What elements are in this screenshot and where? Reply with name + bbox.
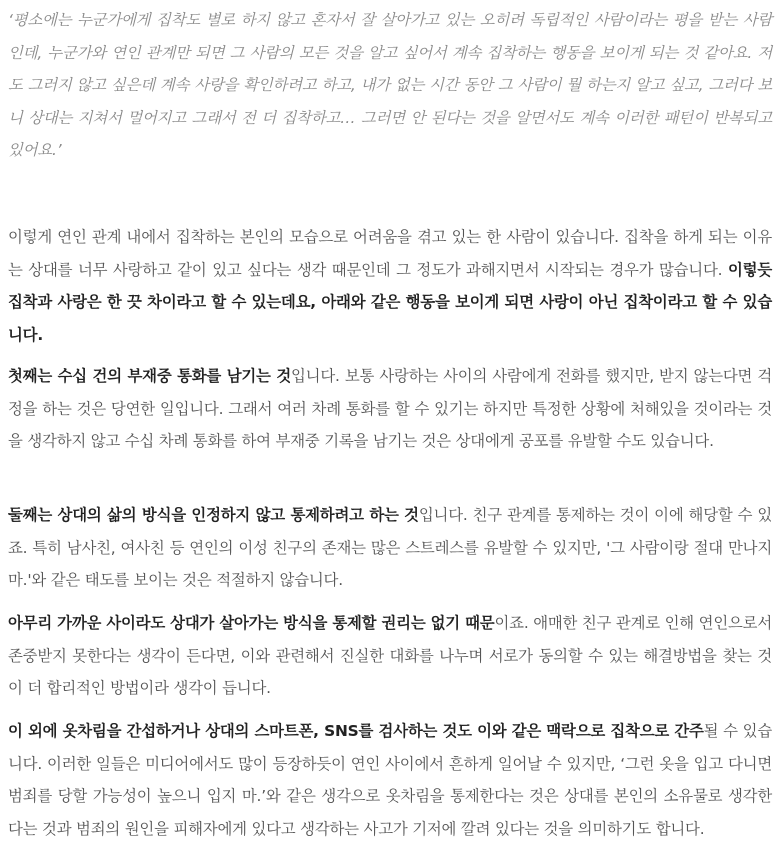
paragraph-second xyxy=(8,499,772,597)
paragraph-bold: 둘째는 상대의 삶의 방식을 인정하지 않고 통제하려고 하는 것 xyxy=(8,506,419,524)
paragraph-bold: 첫째는 수십 건의 부재중 통화를 남기는 것 xyxy=(8,367,291,385)
paragraph-right xyxy=(8,607,772,705)
paragraph-bold: 이 외에 옷차림을 간섭하거나 상대의 스마트폰, SNS를 검사하는 것도 이와 같은 맥락으로 집착으로 간주 xyxy=(8,722,704,740)
paragraph-after: 입니다. 친구 관계를 통제하는 것이 이에 해당할 수 있죠. 특히 남사친, 여사친 등 연인의 이성 친구의 존재는 많은 스트레스를 유발할 수 있지만, '그 사람이랑 절대 만나지 마.'와 같은 태도를 보이는 것은 적절하지 않습니다. xyxy=(8,506,773,589)
quote-block: ‘평소에는 누군가에게 집착도 별로 하지 않고 혼자서 잘 살아가고 있는 오히려 독립적인 사람이라는 평을 받는 사람인데, 누군가와 연인 관계만 되면 그 사람의 모든 것을 알고 싶어서 계속 집착하는 행동을 보이게 되는 것 같아요. 저도 그러지 않고 싶은데 계속 사랑을 확인하려고 하고, 내가 없는 시간 동안 그 사람이 뭘 하는지 알고 싶고, 그러다 보니 상대는 지쳐서 멀어지고 그래서 전 더 집착하고… 그러면 안 된다는 것을 알면서도 계속 이러한 패턴이 반복되고 있어요.’ xyxy=(8,11,772,159)
paragraph-after: 될 수 있습니다. 이러한 일들은 미디어에서도 많이 등장하듯이 연인 사이에서 흔하게 일어날 수 있지만, ‘그런 옷을 입고 다니면 범죄를 당할 가능성이 높으니 입지 마.’와 같은 생각으로 옷차림을 통제한다는 것은 상대를 본인의 소유물로 생각한다는 것과 범죄의 원인을 피해자에게 있다고 생각하는 사고가 기저에 깔려 있다는 것을 의미하기도 합니다. xyxy=(8,722,772,838)
paragraph-bold: 아무리 가까운 사이라도 상대가 살아가는 방식을 통제할 권리는 없기 때문 xyxy=(8,614,495,632)
paragraph-other xyxy=(8,715,772,845)
paragraph-text: 이렇게 연인 관계 내에서 집착하는 본인의 모습으로 어려움을 겪고 있는 한 사람이 있습니다. 집착을 하게 되는 이유는 상대를 너무 사랑하고 같이 있고 싶다는 생각 때문인데 그 정도가 과해지면서 시작되는 경우가 많습니다. xyxy=(8,228,772,279)
paragraph-first xyxy=(8,360,772,458)
paragraph-intro xyxy=(8,221,772,351)
paragraph-bold: 이렇듯 집착과 사랑은 한 끗 차이라고 할 수 있는데요, 아래와 같은 행동을 보이게 되면 사랑이 아닌 집착이라고 할 수 있습니다. xyxy=(8,260,772,344)
paragraph-after: 이죠. 애매한 친구 관계로 인해 연인으로서 존중받지 못한다는 생각이 든다면, 이와 관련해서 진실한 대화를 나누며 서로가 동의할 수 있는 해결방법을 찾는 것이 더 합리적인 방법이라 생각이 듭니다. xyxy=(8,614,772,697)
paragraph-after: 입니다. 보통 사랑하는 사이의 사람에게 전화를 했지만, 받지 않는다면 걱정을 하는 것은 당연한 일입니다. 그래서 여러 차례 통화를 할 수 있기는 하지만 특정한 상황에 처해있을 것이라는 것을 생각하지 않고 수십 차례 통화를 하여 부재중 기록을 남기는 것은 상대에게 공포를 유발할 수도 있습니다. xyxy=(8,367,773,450)
